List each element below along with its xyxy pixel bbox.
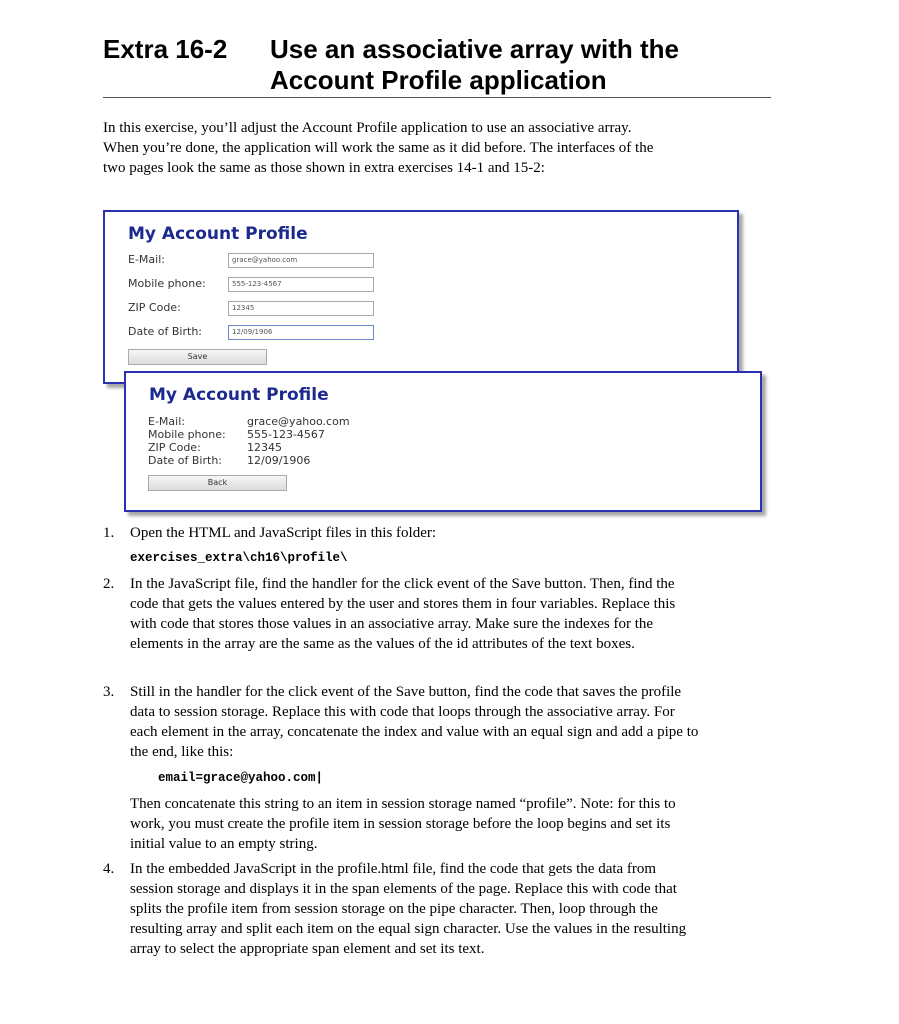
intro-paragraph: In this exercise, you’ll adjust the Account Profile application to use an associative array. When you’re done, the application will work the same as it did before. The interfaces of the two pages look the same as those shown in extra exercises 14-1 and 15-2: [103, 120, 654, 176]
dob-value: 12/09/1906 [247, 454, 311, 467]
phone-value: 555-123-4567 [247, 428, 325, 441]
step-text: In the embedded JavaScript in the profile.html file, find the code that gets the data from session storage and displays it in the span elements of the page. Replace this with code that splits the profile item from session storage on the pipe character. Then, loop through the resulting array and split each item on the equal sign character. Use the values in the resulting array to select the appropriate span element and set its text. [130, 861, 687, 957]
phone-label: Mobile phone: [128, 277, 206, 290]
exercise-title: Use an associative array with the Account Profile application [270, 34, 679, 95]
email-field[interactable]: grace@yahoo.com [228, 253, 374, 268]
zip-label: ZIP Code: [128, 301, 181, 314]
dob-label: Date of Birth: [148, 454, 223, 467]
step-text: Still in the handler for the click event of the Save button, find the code that saves the profile data to session storage. Replace this with code that loops through the associative array. For each element in the array, concatenate the index and value with an equal sign and add a pipe to the end, like this: [130, 684, 699, 760]
step-number: 3. [103, 684, 115, 700]
email-label: E-Mail: [148, 415, 185, 428]
email-label: E-Mail: [128, 253, 165, 266]
exercise-number: Extra 16-2 [103, 34, 228, 64]
phone-label: Mobile phone: [148, 428, 226, 441]
step-number: 1. [103, 525, 115, 541]
step-number: 4. [103, 861, 115, 877]
step-text-continued: Then concatenate this string to an item in session storage named “profile”. Note: for this to work, you must create the profile item in session storage before the loop begins and set its initial value to an empty string. [130, 796, 676, 852]
email-value: grace@yahoo.com [247, 415, 350, 428]
phone-field[interactable]: 555-123-4567 [228, 277, 374, 292]
folder-path: exercises_extra\ch16\profile\ [130, 551, 348, 565]
step-text: In the JavaScript file, find the handler for the click event of the Save button. Then, find the code that gets the values entered by the user and stores them in four variables. Replace this with code that stores those values in an associative array. Make sure the indexes for the elements in the array are the same as the values of the id attributes of the text boxes. [130, 576, 676, 652]
save-button[interactable]: Save [128, 349, 267, 365]
profile-heading: My Account Profile [149, 385, 329, 405]
zip-field[interactable]: 12345 [228, 301, 374, 316]
dob-field[interactable]: 12/09/1906 [228, 325, 374, 340]
dob-label: Date of Birth: [128, 325, 203, 338]
back-button[interactable]: Back [148, 475, 287, 491]
title-divider [103, 97, 771, 98]
zip-value: 12345 [247, 441, 282, 454]
step-number: 2. [103, 576, 115, 592]
code-example: email=grace@yahoo.com| [158, 771, 324, 785]
form-heading: My Account Profile [128, 224, 308, 244]
form-page-screenshot [103, 210, 739, 384]
zip-label: ZIP Code: [148, 441, 201, 454]
step-text: Open the HTML and JavaScript files in this folder: [130, 525, 437, 541]
profile-page-screenshot [124, 371, 762, 512]
